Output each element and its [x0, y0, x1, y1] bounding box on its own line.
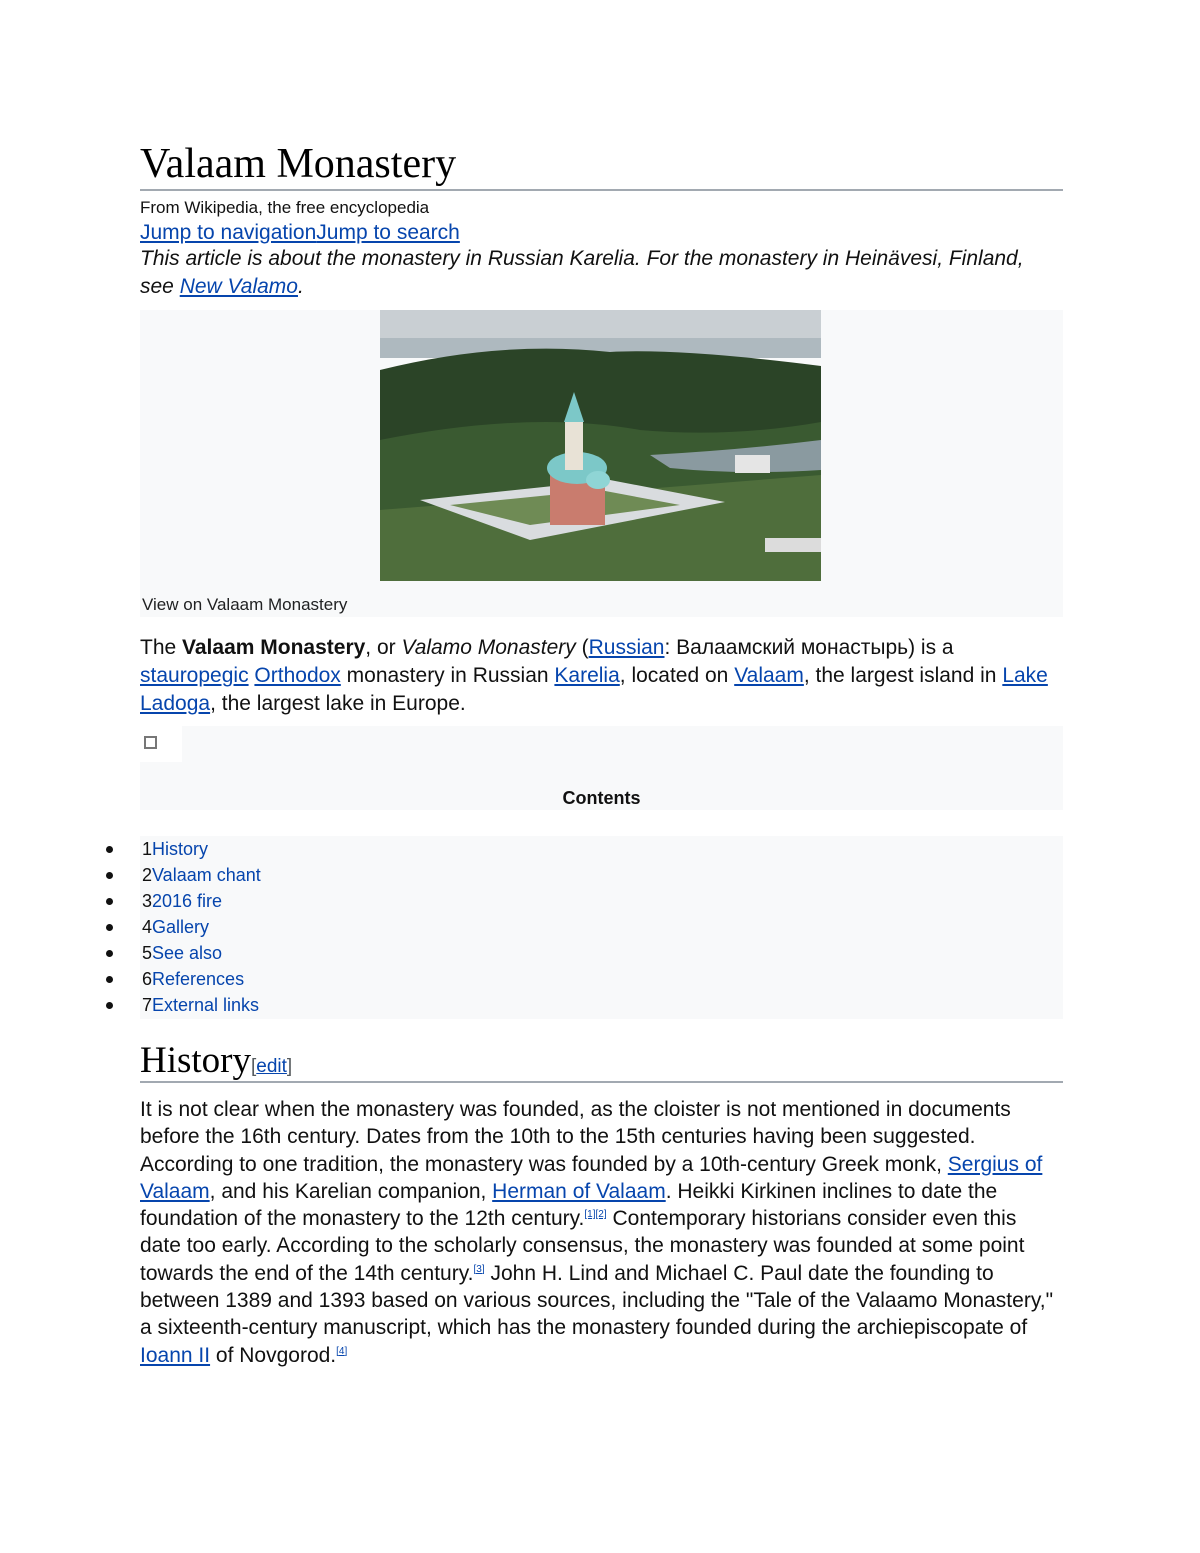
- history-heading-text: History: [140, 1040, 251, 1081]
- toc-item-label[interactable]: References: [152, 969, 245, 989]
- toc-item[interactable]: [140, 888, 1063, 914]
- toc-item-number: 5: [142, 943, 153, 963]
- infobox-figure: [140, 310, 1063, 617]
- toc-item-label[interactable]: Valaam chant: [152, 865, 261, 885]
- new-valamo-link[interactable]: New Valamo: [179, 275, 298, 298]
- sergius-of-valaam-link[interactable]: Sergius of Valaam: [140, 1152, 1043, 1203]
- toc-item[interactable]: [140, 992, 1063, 1018]
- toc-item-label[interactable]: 2016 fire: [152, 891, 223, 911]
- toc-item-label[interactable]: Gallery: [152, 917, 210, 937]
- jump-to-search-link[interactable]: Jump to search: [316, 221, 460, 244]
- edit-section-link[interactable]: edit: [256, 1056, 287, 1077]
- lead-text: (: [575, 636, 589, 659]
- herman-of-valaam-link[interactable]: Herman of Valaam: [492, 1179, 666, 1203]
- lead-italic-name: Valamo Monastery: [401, 636, 576, 659]
- karelia-link[interactable]: Karelia: [554, 664, 620, 687]
- site-tagline: From Wikipedia, the free encyclopedia: [140, 198, 430, 217]
- hatnote-text: This article is about the monastery in Russian Karelia. For the monastery in Heinävesi, Finland, see: [140, 247, 1024, 298]
- history-text: Contemporary historians consider even this date too early. According to the scholarly consensus, the monastery was founded at some point towards the end of the 14th century.: [140, 1207, 1025, 1285]
- toc-item-number: 1: [142, 839, 153, 859]
- lead-text: , the largest lake in Europe.: [210, 692, 466, 715]
- toc-item[interactable]: [140, 914, 1063, 940]
- ioann-ii-link[interactable]: Ioann II: [140, 1343, 211, 1367]
- lead-text: , the largest island in: [803, 664, 1003, 687]
- toc-item[interactable]: [140, 862, 1063, 888]
- toc-item[interactable]: [140, 966, 1063, 992]
- toc-toggle[interactable]: [140, 726, 182, 762]
- toc-item[interactable]: [140, 836, 1063, 862]
- lead-text: The: [140, 636, 183, 659]
- lead-text: , or: [365, 636, 402, 659]
- figure-caption: View on Valaam Monastery: [142, 595, 348, 614]
- russian-link[interactable]: Russian: [588, 636, 665, 659]
- citation-4: [336, 1346, 347, 1357]
- lead-text: monastery in Russian: [340, 664, 555, 687]
- toc-item-number: 7: [142, 995, 153, 1015]
- citation-link-1[interactable]: [1]: [584, 1209, 596, 1221]
- toc-item-number: 6: [142, 969, 153, 989]
- history-text: John H. Lind and Michael C. Paul date the founding to between 1389 and 1393 based on various sources, including the "Tale of the Valaamo Monastery," a sixteenth-century manuscript, which has the monastery founded during the archiepiscopate of: [140, 1261, 1054, 1340]
- toc-item-number: 3: [142, 891, 153, 911]
- toc-item-number: 4: [142, 917, 153, 937]
- valaam-link[interactable]: Valaam: [734, 664, 804, 687]
- citation-link-2[interactable]: [2]: [595, 1209, 607, 1221]
- citation-3: [474, 1264, 485, 1275]
- toc-title: Contents: [562, 788, 641, 808]
- toc-item-label[interactable]: History: [152, 839, 209, 859]
- table-of-contents: [140, 836, 1063, 1019]
- history-divider: [140, 1081, 1063, 1083]
- jump-to-navigation-link[interactable]: Jump to navigation: [140, 221, 317, 244]
- hatnote-end: .: [297, 275, 304, 298]
- toc-item-number: 2: [142, 865, 153, 885]
- photo-bell-tower: [565, 420, 583, 470]
- citation-link-3[interactable]: [3]: [473, 1263, 485, 1275]
- history-text: It is not clear when the monastery was founded, as the cloister is not mentioned in documents before the 16th century. Dates from the 10th to the 15th centuries having been suggested. According to one tradition, the monastery was founded by a 10th-century Greek monk,: [140, 1098, 1011, 1176]
- history-paragraph: [140, 1096, 1063, 1369]
- toc-item-label[interactable]: See also: [152, 943, 223, 963]
- jump-links: [140, 220, 1063, 245]
- lead-text: : Валаамский монастырь) is a: [664, 636, 954, 659]
- hatnote: [140, 245, 1063, 301]
- citation-link-4[interactable]: [4]: [336, 1345, 348, 1357]
- history-text: , and his Karelian companion,: [209, 1179, 493, 1203]
- edit-bracket: [: [251, 1056, 257, 1077]
- toc-toggle-checkbox[interactable]: [144, 736, 157, 749]
- toc-header: [140, 726, 1063, 810]
- history-text: . Heikki Kirkinen inclines to date the foundation of the monastery to the 12th century.: [140, 1179, 998, 1231]
- citation-1-2: [584, 1209, 606, 1220]
- title-divider: [140, 189, 1063, 191]
- toc-item-label[interactable]: External links: [152, 995, 260, 1015]
- toc-item[interactable]: [140, 940, 1063, 966]
- page-title: Valaam Monastery: [140, 141, 457, 187]
- lead-text: , located on: [619, 664, 735, 687]
- lead-bold-name: Valaam Monastery: [182, 636, 366, 659]
- history-text: of Novgorod.: [210, 1343, 337, 1367]
- lake-ladoga-link[interactable]: Lake Ladoga: [140, 664, 1048, 715]
- edit-bracket: ]: [286, 1056, 293, 1077]
- monastery-aerial-photo[interactable]: [380, 310, 821, 581]
- orthodox-link[interactable]: Orthodox: [254, 664, 341, 687]
- stauropegic-link[interactable]: stauropegic: [140, 664, 249, 687]
- lead-paragraph: [140, 634, 1063, 718]
